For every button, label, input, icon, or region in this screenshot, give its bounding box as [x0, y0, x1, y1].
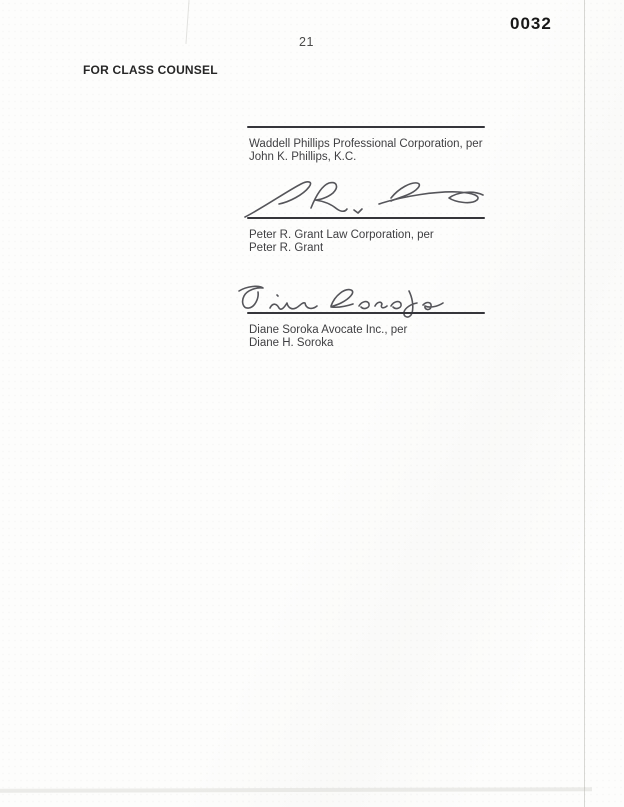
section-heading: FOR CLASS COUNSEL [83, 63, 218, 77]
firm-name: Diane Soroka Avocate Inc., per [249, 324, 408, 336]
signatory-name: Diane H. Soroka [249, 337, 334, 350]
scan-fold-mark [185, 0, 189, 44]
peter-r-grant-signature [241, 176, 491, 220]
signature-block [249, 138, 483, 164]
firm-name: Waddell Phillips Professional Corporation, per [249, 138, 483, 150]
signature-line [247, 217, 485, 219]
signature-block [249, 229, 434, 255]
signature-block [249, 324, 407, 350]
scan-edge-bottom [0, 787, 592, 793]
signature-line [247, 126, 485, 128]
signatory-name: John K. Phillips, K.C. [249, 151, 357, 164]
bates-stamp: 0032 [510, 14, 552, 33]
scan-edge-right [584, 0, 585, 807]
signature-line [247, 312, 485, 314]
signatory-name: Peter R. Grant [249, 242, 324, 255]
page-number: 21 [299, 35, 314, 49]
diane-soroka-signature [233, 282, 448, 322]
firm-name: Peter R. Grant Law Corporation, per [249, 229, 434, 241]
